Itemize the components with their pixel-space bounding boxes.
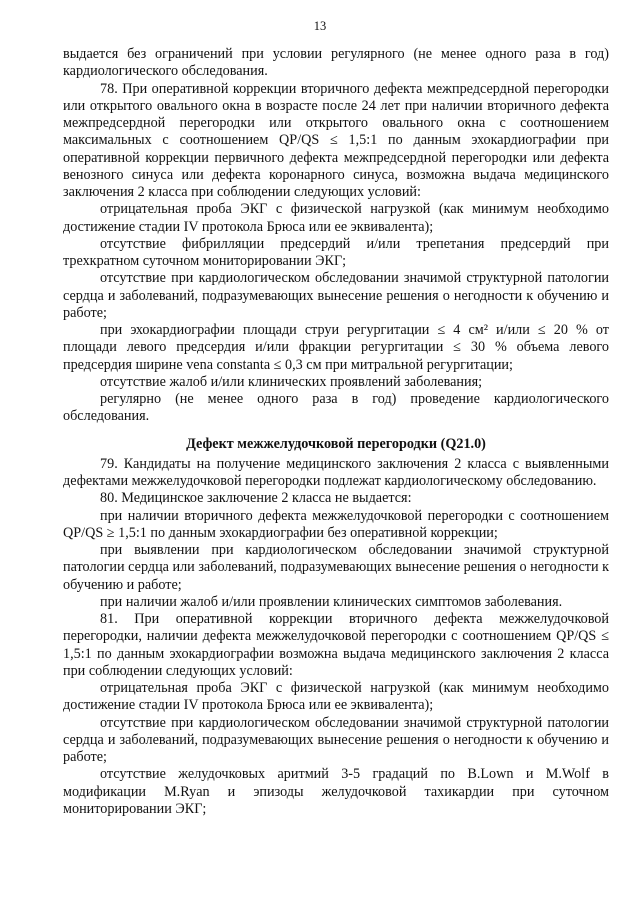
condition-paragraph: при наличии вторичного дефекта межжелудочковой перегородки с соотношением QP/QS ≥ 1,5:1 по данным эхокардиографии без оперативной коррекции; — [63, 507, 609, 541]
page-number: 13 — [313, 19, 327, 33]
condition-paragraph: отсутствие фибрилляции предсердий и/или трепетания предсердий при трехкратном суточном мониторировании ЭКГ; — [63, 235, 609, 269]
paragraph-item-81: 81. При оперативной коррекции вторичного дефекта межжелудочковой перегородки, наличии дефекта межжелудочковой перегородки с соотношением QP/QS ≤ 1,5:1 по данным эхокардиографии возможна выдача медицинского заключения 2 класса при соблюдении следующих условий: — [63, 611, 609, 679]
document-body — [63, 46, 609, 818]
paragraph-item-80: 80. Медицинское заключение 2 класса не выдается: — [100, 490, 412, 507]
condition-paragraph: отсутствие жалоб и/или клинических проявлений заболевания; — [100, 373, 483, 390]
condition-paragraph: отсутствие при кардиологическом обследовании значимой структурной патологии сердца и заболеваний, подразумевающих вынесение решения о негодности к обучению и работе; — [63, 270, 609, 321]
condition-paragraph: при выявлении при кардиологическом обследовании значимой структурной патологии сердца или заболеваний, подразумевающих вынесение решения о негодности к обучению и работе; — [63, 542, 609, 593]
condition-paragraph: отрицательная проба ЭКГ с физической нагрузкой (как минимум необходимо достижение стадии IV протокола Брюса или ее эквивалента); — [63, 680, 609, 714]
condition-paragraph: отсутствие желудочковых аритмий 3-5 градаций по B.Lown и M.Wolf в модификации M.Ryan и эпизоды желудочковой тахикардии при суточном мониторировании ЭКГ; — [63, 766, 609, 817]
condition-paragraph: при наличии жалоб и/или проявлении клинических симптомов заболевания. — [100, 593, 563, 610]
condition-paragraph: регулярно (не менее одного раза в год) проведение кардиологического обследования. — [63, 391, 609, 425]
condition-paragraph: отрицательная проба ЭКГ с физической нагрузкой (как минимум необходимо достижение стадии IV протокола Брюса или ее эквивалента); — [63, 201, 609, 235]
paragraph-item-79: 79. Кандидаты на получение медицинского заключения 2 класса с выявленными дефектами межжелудочковой перегородки подлежат кардиологическому обследованию. — [63, 455, 609, 489]
condition-paragraph: отсутствие при кардиологическом обследовании значимой структурной патологии сердца и заболеваний, подразумевающих вынесение решения о негодности к обучению и работе; — [63, 714, 609, 765]
paragraph-item-78: 78. При оперативной коррекции вторичного дефекта межпредсердной перегородки или открытого овального окна в возрасте после 24 лет при наличии вторичного дефекта межпредсердной перегородки или открытого овального окна с соотношением максимальных с соотношением QP/QS ≤ 1,5:1 по данным эхокардиографии при оперативной коррекции первичного дефекта межпредсердной перегородки или дефекта венозного синуса или дефекта коронарного синуса, возможна выдача медицинского заключения 2 класса при соблюдении следующих условий: — [63, 80, 609, 200]
condition-paragraph: при эхокардиографии площади струи регургитации ≤ 4 см² и/или ≤ 20 % от площади левого предсердия и/или фракции регургитации ≤ 30 % объема левого предсердия ширине vena constanta ≤ 0,3 см при митральной регургитации; — [63, 322, 609, 373]
section-heading: Дефект межжелудочковой перегородки (Q21.0) — [186, 435, 486, 452]
paragraph-continuation: выдается без ограничений при условии регулярного (не менее одного раза в год) кардиологического обследования. — [63, 46, 609, 80]
